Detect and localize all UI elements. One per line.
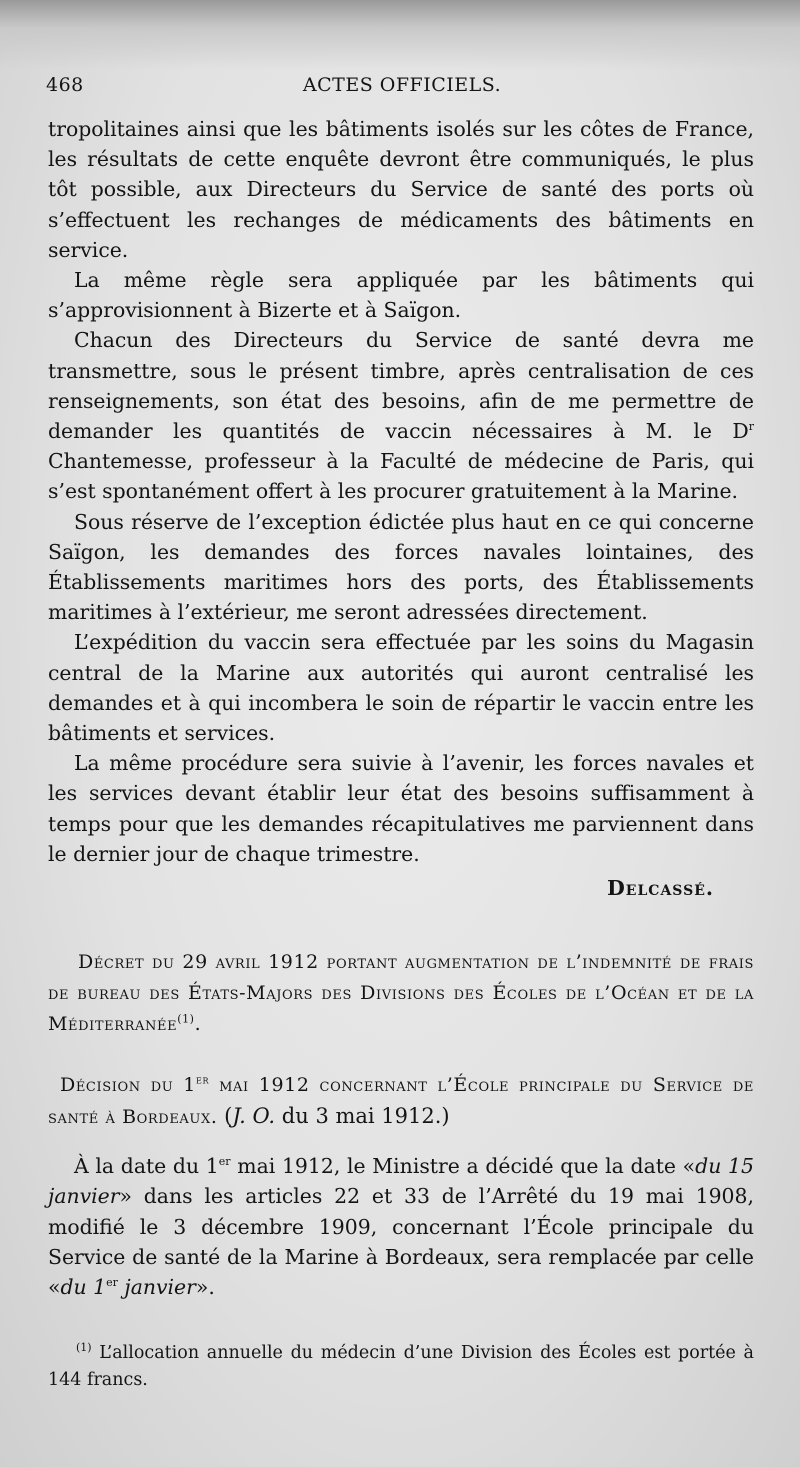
decision-paragraph [48,1151,754,1302]
running-title: ACTES OFFICIELS. [302,74,502,96]
reference-open: ( [224,1104,233,1129]
journal-officiel-reference [224,1104,450,1128]
paragraph-bizerte-saigon: La même règle sera appliquée par les bâtiments qui s’approvisionnent à Bizerte et à Saïgon. [48,268,754,323]
paragraph-procedure: La même procédure sera suivie à l’avenir, les forces navales et les services devant établir leur état des besoins suffisamment à temps pour que les demandes récapitulatives me parviennent dans le dernier jour de chaque trimestre. [48,751,754,866]
footnote-reference: (1) [177,1012,195,1026]
scan-shadow [0,0,800,70]
decision-title-a: Décision du 1 [60,1074,196,1097]
decision-heading [48,1070,754,1133]
paragraph-directeurs [48,325,754,506]
decision-text-1: À la date du 1 [74,1154,219,1179]
decision-text-quoted-old-date: du 15 janvier [48,1154,754,1209]
decision-text-3: » dans les articles 22 et 33 de l’Arrêté du 19 mai 1908, modifié le 3 décembre 1909, concernant l’École principale du Service de santé de la Marine à Bordeaux, sera remplacée par celle « [48,1184,754,1300]
reference-journal: J. O. [232,1104,276,1129]
page-number: 468 [46,74,84,96]
paragraph-exception: Sous réserve de l’exception édictée plus haut en ce qui concerne Saïgon, les demandes des forces navales lointaines, des Établissements maritimes hors des ports, des Établissements maritimes à l’extérieur, me seront adressées directement. [48,509,754,625]
signature: Delcassé. [607,876,714,901]
decret-heading-text: Décret du 29 avril 1912 portant augmentation de l’indemnité de frais de bureau des États-Majors des Divisions des Écoles de l’Océan et de la Méditerranée [48,951,754,1036]
decision-text-2: mai 1912, le Ministre a décidé que la date « [230,1154,696,1179]
decision-text-sup-2: er [106,1276,118,1290]
footnote-mark: (1) [76,1341,92,1355]
decision-text-quoted-new-date-a: du 1 [60,1275,107,1300]
decision-text-quoted-new-date-b: janvier [117,1275,196,1300]
decision-title-sup: er [196,1073,210,1087]
footnote-text: L’allocation annuelle du médecin d’une Division des Écoles est portée à 144 francs. [48,1343,754,1391]
page-body [48,114,754,1394]
decision-text-4: ». [195,1275,215,1300]
reference-date: du 3 mai 1912.) [275,1104,450,1129]
paragraph-continuation: tropolitaines ainsi que les bâtiments isolés sur les côtes de France, les résultats de cette enquête devront être communiqués, le plus tôt possible, aux Directeurs du Service de santé des ports où s’effectuent les rechanges de médicaments des bâtiments en service. [48,117,754,262]
paragraph-expedition: L’expédition du vaccin sera effectuée par les soins du Magasin central de la Marine aux autorités qui auront centralisé les demandes et à qui incombera le soin de répartir le vaccin entre les bâtiments et services. [48,630,754,746]
decret-heading [48,947,754,1040]
decision-title-b: mai 1912 concernant l’École principale du Service de santé à Bordeaux. [48,1074,754,1129]
footnote [48,1340,754,1394]
paragraph-directeurs-text-b: Chantemesse, professeur à la Faculté de médecine de Paris, qui s’est spontanément offert à les procurer gratuitement à la Marine. [48,449,754,504]
page-header [46,74,758,104]
decision-text-sup-1: er [218,1155,231,1169]
paragraph-directeurs-text-a: Chacun des Directeurs du Service de santé devra me transmettre, sous le présent timbre, après centralisation de ces renseignements, son état des besoins, afin de me permettre de demander les quantités de vaccin nécessaires à M. le D [48,328,754,444]
decret-heading-end: . [194,1013,202,1036]
doctor-abbrev-sup: r [748,420,754,434]
